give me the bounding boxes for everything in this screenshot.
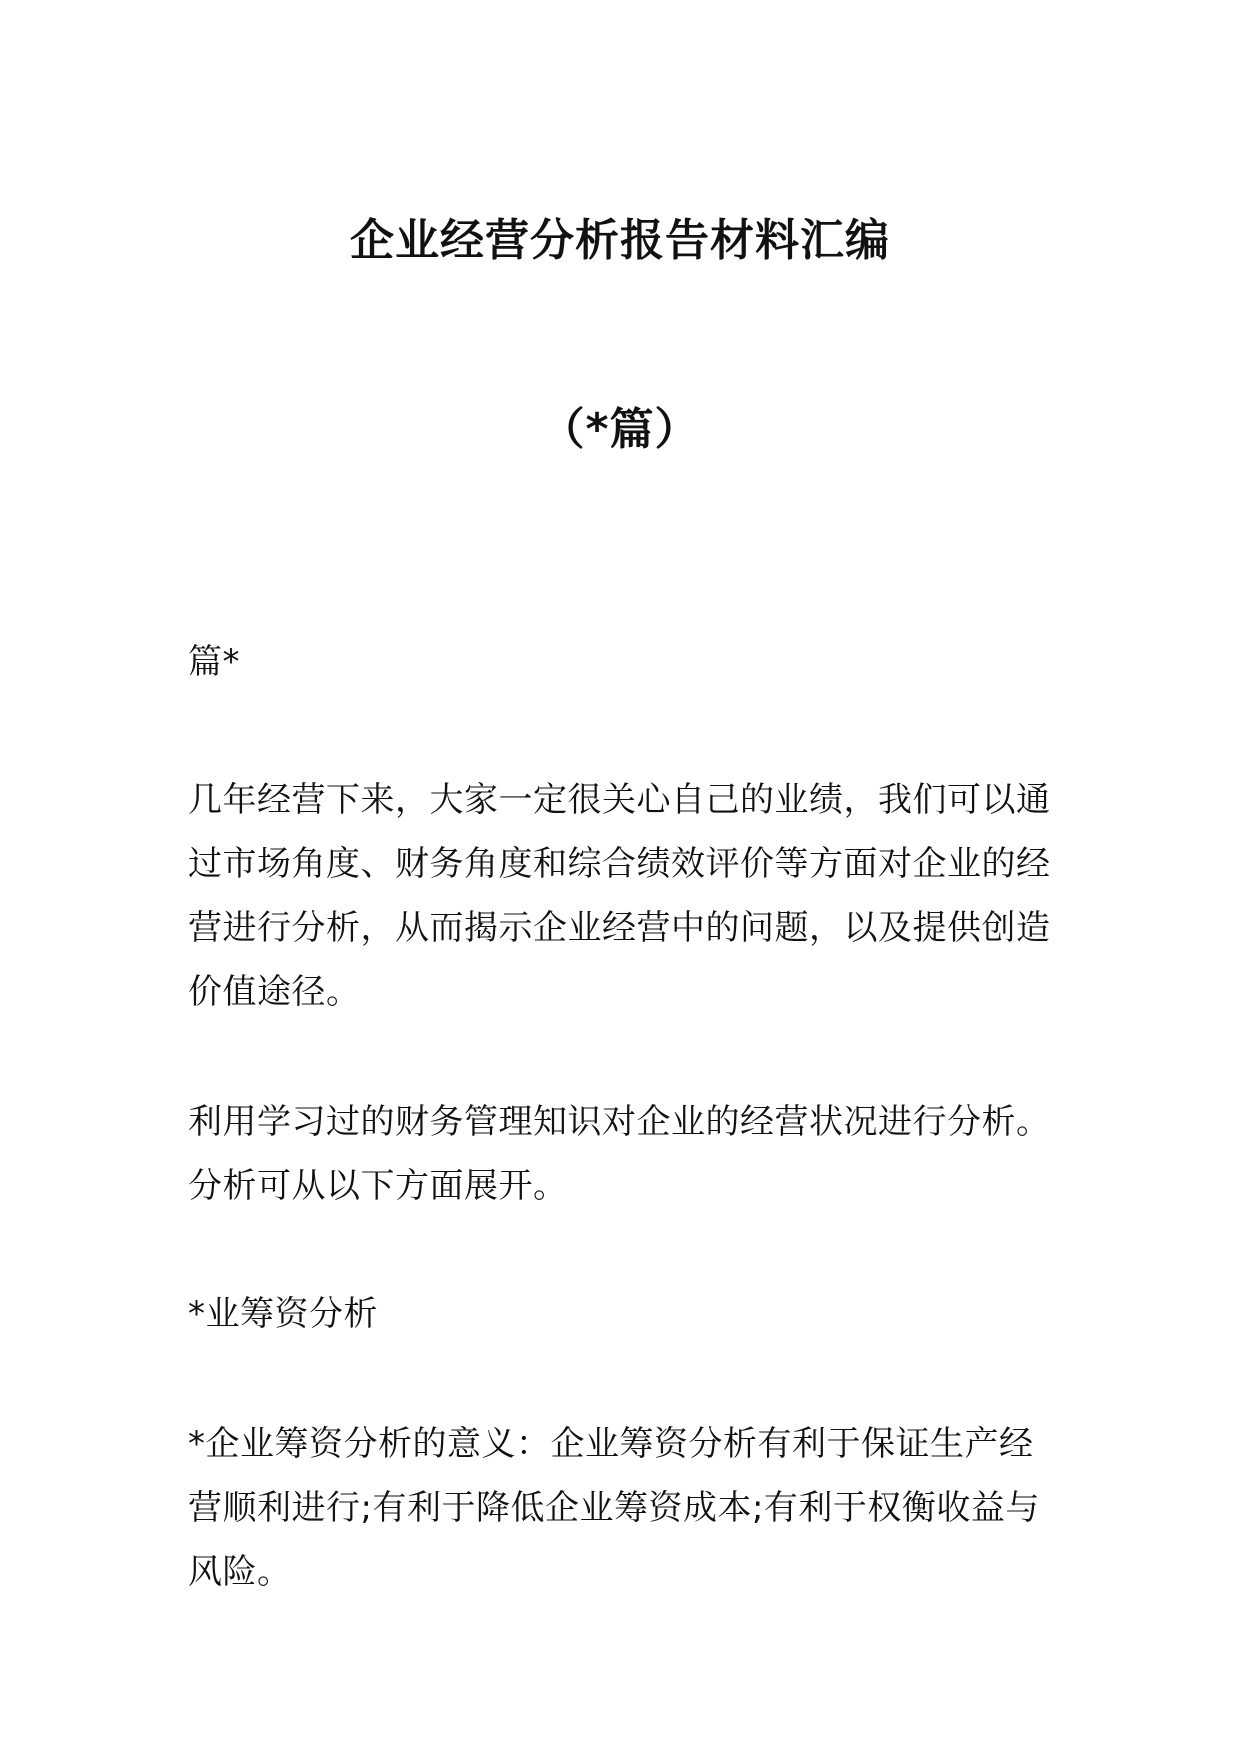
document-title: 企业经营分析报告材料汇编	[350, 215, 890, 266]
financing-meaning-paragraph: *企业筹资分析的意义：企业筹资分析有利于保证生产经营顺利进行;有利于降低企业筹资成本;有利于权衡收益与风险。	[188, 1424, 1040, 1592]
financing-heading: *业筹资分析	[188, 1294, 378, 1334]
document-subtitle: （*篇）	[540, 404, 700, 455]
intro-paragraph: 几年经营下来，大家一定很关心自己的业绩，我们可以通过市场角度、财务角度和综合绩效评价等方面对企业的经营进行分析，从而揭示企业经营中的问题，以及提供创造价值途径。	[188, 780, 1051, 1012]
usage-paragraph: 利用学习过的财务管理知识对企业的经营状况进行分析。分析可从以下方面展开。	[188, 1102, 1051, 1206]
section-heading: 篇*	[188, 642, 240, 682]
